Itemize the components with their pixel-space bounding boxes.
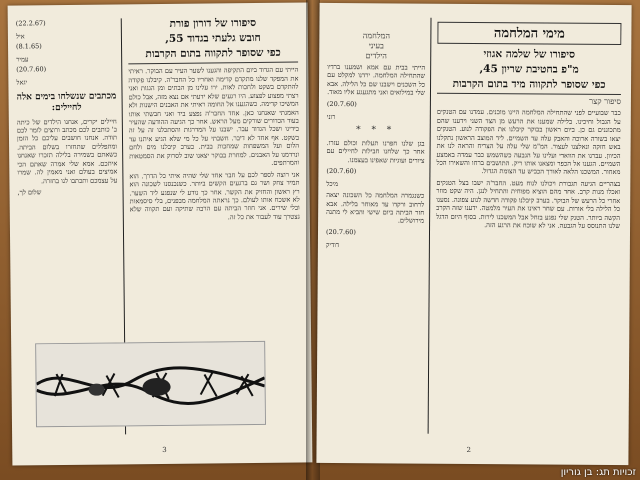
left-side-closing: שלום לך, bbox=[17, 188, 42, 197]
left-story-title-3: כפי שסופר לתקווה בתום הקרבות bbox=[128, 47, 298, 65]
right-story-body-2: בצהריים הגיעה תגבורת ויכולנו לנוח מעט. החבר'ה ישבו בצל הטנקים ואכלו מנות קרב. אחד מהם הוציא מפוחית והתחיל לנגן. היה שקט מוזר אחרי כל הרעש של הבוקר. בערב קיבלנו פקודה חדשה לנוע צפונה. נסענו כל הלילה בלי אורות. עם שחר ראינו את העיר מלמטה. ידענו שזה הקרב הקשה ביותר. הטנק שלי נפגע בזחל אבל המשכנו לירות. בסוף היום הדגל שלנו התנוסס על הגבעה. אני לא שוכח את הרגע הזה. bbox=[436, 178, 621, 231]
stars-divider-icon: * * * bbox=[356, 124, 396, 136]
right-page-number: 2 bbox=[466, 445, 471, 454]
right-masthead: מימי המלחמה bbox=[437, 22, 621, 45]
left-side-date-2: (8.1.65) bbox=[15, 42, 42, 51]
child-2-date: (20.7.60) bbox=[326, 167, 357, 176]
left-side-column bbox=[16, 16, 119, 335]
left-story-body: הייתי עם הגדוד ביום התקיפה והגענו לשער העיר עם הבוקר. ראיתי את המפקד שלנו מתקדם קדימה ואחריו כל החבר'ה. קיבלנו פקודה להתקדם בשקט ולחכות לאות. ירו עלינו מן הבתים ומן הגגות ואני רצתי מפצוע לפצוע. היו רגעים שלא ידעתי אם נצא מזה, אבל כולם המשיכו קדימה. כשהגענו אל החומה ראיתי את האבנים הישנות ולא האמנתי שאנחנו כאן. אחד החבר'ה נפצע ביד ואני חבשתי אותו בעוד הכדורים שורקים מעל הראש. אחר כך הגיעה ההודעה שהעיר בידינו ושכל הגדוד עבר. ישבנו על המדרגות והסתכלנו זה על זה בשקט. אף אחד לא דיבר. חשבתי על כל מי שלא הגיע איתנו עד הלום ועל המשפחות שמחכות בבית. בערב קיבלנו מים ולחם ונרדמנו על האבנים. למחרת בבוקר יצאנו שוב לסרוק את הסמטאות והמרתפים. bbox=[128, 65, 300, 168]
right-main-column bbox=[435, 16, 622, 441]
left-side-date-3: (20.7.60) bbox=[16, 65, 47, 74]
right-section-label-1: המלחמה bbox=[362, 31, 390, 41]
right-section-label-3: הילדים bbox=[365, 51, 387, 61]
left-side-letters: חיילים יקרים, אנחנו הילדים של כיתה ב' כותבים לכם מכתב ורוצים לומר לכם תודה. אנחנו חושבים עליכם כל הזמן ומתפללים שתחזרו בשלום הביתה. כשאתם בשמירה בלילה תזכרו שאנחנו איתכם. אמא שלי אמרה שאתם הכי אמיצים בעולם ואני מאמין לה. שמרו על עצמכם ותכתבו לנו בחזרה. bbox=[16, 116, 118, 185]
right-story-title-3: כפי שסופר לתקווה מיד בתום הקרבות bbox=[437, 78, 621, 95]
right-page bbox=[316, 3, 631, 465]
child-1-text: הייתי בבית עם אמא ושמענו ברדיו שהתחילה המלחמה. ירדנו למקלט עם כל השכנים וישבנו שם כל הלילה. אבא שלי במילואים ואני מתגעגע אליו מאוד. bbox=[327, 62, 426, 97]
child-3-name: דודיק bbox=[325, 240, 340, 249]
child-1-date: (20.7.60) bbox=[326, 99, 357, 108]
right-story-title-2: מ"פ בחטיבת שריון 45, bbox=[479, 63, 579, 76]
left-side-name-2: עמיר bbox=[16, 55, 29, 64]
child-3-text: כשנגמרה המלחמה כל השכונה יצאה לרחוב ורקדו עד מאוחר בלילה. אבא חזר הביתה ביום שישי והביא לי מתנה מירושלים. bbox=[326, 191, 425, 226]
right-section-label-2: בעיני bbox=[368, 41, 384, 51]
left-side-date-1: (22.2.67) bbox=[15, 19, 46, 28]
left-story-title-1: סיפורו של דורון פורת bbox=[169, 16, 257, 30]
left-page-number: 3 bbox=[162, 445, 167, 454]
right-column-rule bbox=[428, 18, 432, 434]
left-page bbox=[8, 2, 313, 465]
right-children-column bbox=[325, 15, 426, 440]
left-side-heading: מכתבים שנשלחו בימים אלה לחיילים: bbox=[16, 91, 117, 114]
left-side-name-3: יגאל bbox=[16, 78, 28, 87]
watermark: זכויות תג: בן גוריון bbox=[560, 467, 636, 478]
right-story-title-1: סיפורו של שלמה אגוזי bbox=[483, 48, 576, 61]
left-story-body-2: אני רוצה לספר לכם על חבר אחד שלי שהיה איתי כל הדרך. הוא תמיד צחק ושר גם ברגעים הקשים ביותר. כשנכנסנו לשכונה הוא רץ ראשון והחזיק את הקשר. אחר כך נודע לי שנפגע ליד השער. לא אשכח אותו לעולם. כך נראתה המלחמה מבפנים, בלי סיסמאות ובלי שירים. אני חוזר הביתה עם הרבה שתיקה ועם תקווה שלא נצטרך עוד לעבור את כל זה. bbox=[129, 170, 300, 222]
child-2-text: בגן שלנו חפרנו תעלות וכולם עזרו. אחר כך שלחנו חבילות לחיילים עם ציורים ועוגיות שאפינו בעצמנו. bbox=[326, 138, 425, 165]
child-3-date: (20.7.60) bbox=[325, 227, 356, 236]
barbed-wire-icon bbox=[36, 342, 265, 426]
right-story-body: כבר שבועיים לפני שהתחילה המלחמה היינו מוכנים. עמדנו עם הטנקים על הגבול וחיכינו. בלילה שמענו את הרעש מן הצד השני וידענו שהם מתכוננים גם כן. ביום ראשון בבוקר קיבלנו את הפקודה לנוע. הטנקים יצאו בשורה ארוכה והאבק עלה עד השמיים. ליד המוצב הראשון נתקלנו באש חזקה ונאלצנו לעצור. המ"מ שלי עלה על הצריח והראה לנו את הכיוון. עברנו את הוואדי ועלינו על הגבעה כשהשמש כבר עמדה באמצע השמיים. הגענו אל הכפר ומצאנו אותו ריק. התושבים ברחו והשאירו הכל מאחור. המשכנו הלאה לאורך הכביש עד הצומת הגדול. bbox=[436, 108, 621, 177]
left-side-name-1: איל bbox=[15, 32, 25, 41]
child-2-name: מיכל bbox=[326, 180, 339, 189]
barbed-wire-photo bbox=[35, 341, 266, 427]
left-story-title-2: חובש גלעתי בגדוד 55, bbox=[165, 32, 261, 46]
right-story-sub: סיפור קצר bbox=[589, 97, 621, 107]
child-1-name: רוני bbox=[326, 112, 336, 121]
